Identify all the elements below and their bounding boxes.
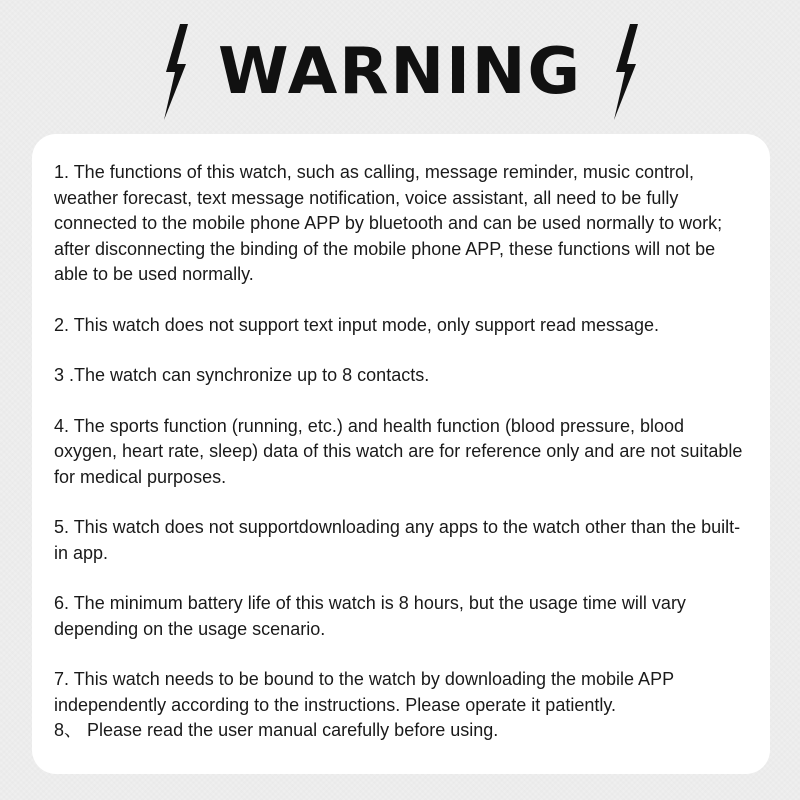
warning-header [0, 22, 800, 122]
warning-item-3: 3 .The watch can synchronize up to 8 contacts. [54, 365, 430, 385]
warning-card [32, 134, 770, 774]
warning-item-7: 7. This watch needs to be bound to the watch by downloading the mobile APP independently according to the instructions. Please operate it patiently. [54, 669, 674, 715]
warning-item-8: 8、 Please read the user manual carefully before using. [54, 720, 499, 740]
warning-item-2: 2. This watch does not support text input mode, only support read message. [54, 314, 660, 335]
warning-item-4: 4. The sports function (running, etc.) and health function (blood pressure, blood oxygen, heart rate, sleep) data of this watch are for reference only and are not suitable for medical purposes. [54, 415, 743, 487]
page-title: WARNING [218, 35, 582, 109]
warning-item-1: 1. The functions of this watch, such as calling, message reminder, music control, weather forecast, text message notification, voice assistant, all need to be fully connected to the mobile phone APP by bluetooth and can be used normally to work; after disconnecting the binding of the mobile phone APP, these functions will not be able to be used normally. [54, 162, 723, 284]
lightning-bolt-icon [158, 24, 192, 120]
warning-item-6: 6. The minimum battery life of this watch is 8 hours, but the usage time will vary depending on the usage scenario. [54, 593, 686, 639]
lightning-bolt-icon [608, 24, 642, 120]
warning-item-5: 5. This watch does not supportdownloading any apps to the watch other than the built-in app. [54, 517, 741, 563]
